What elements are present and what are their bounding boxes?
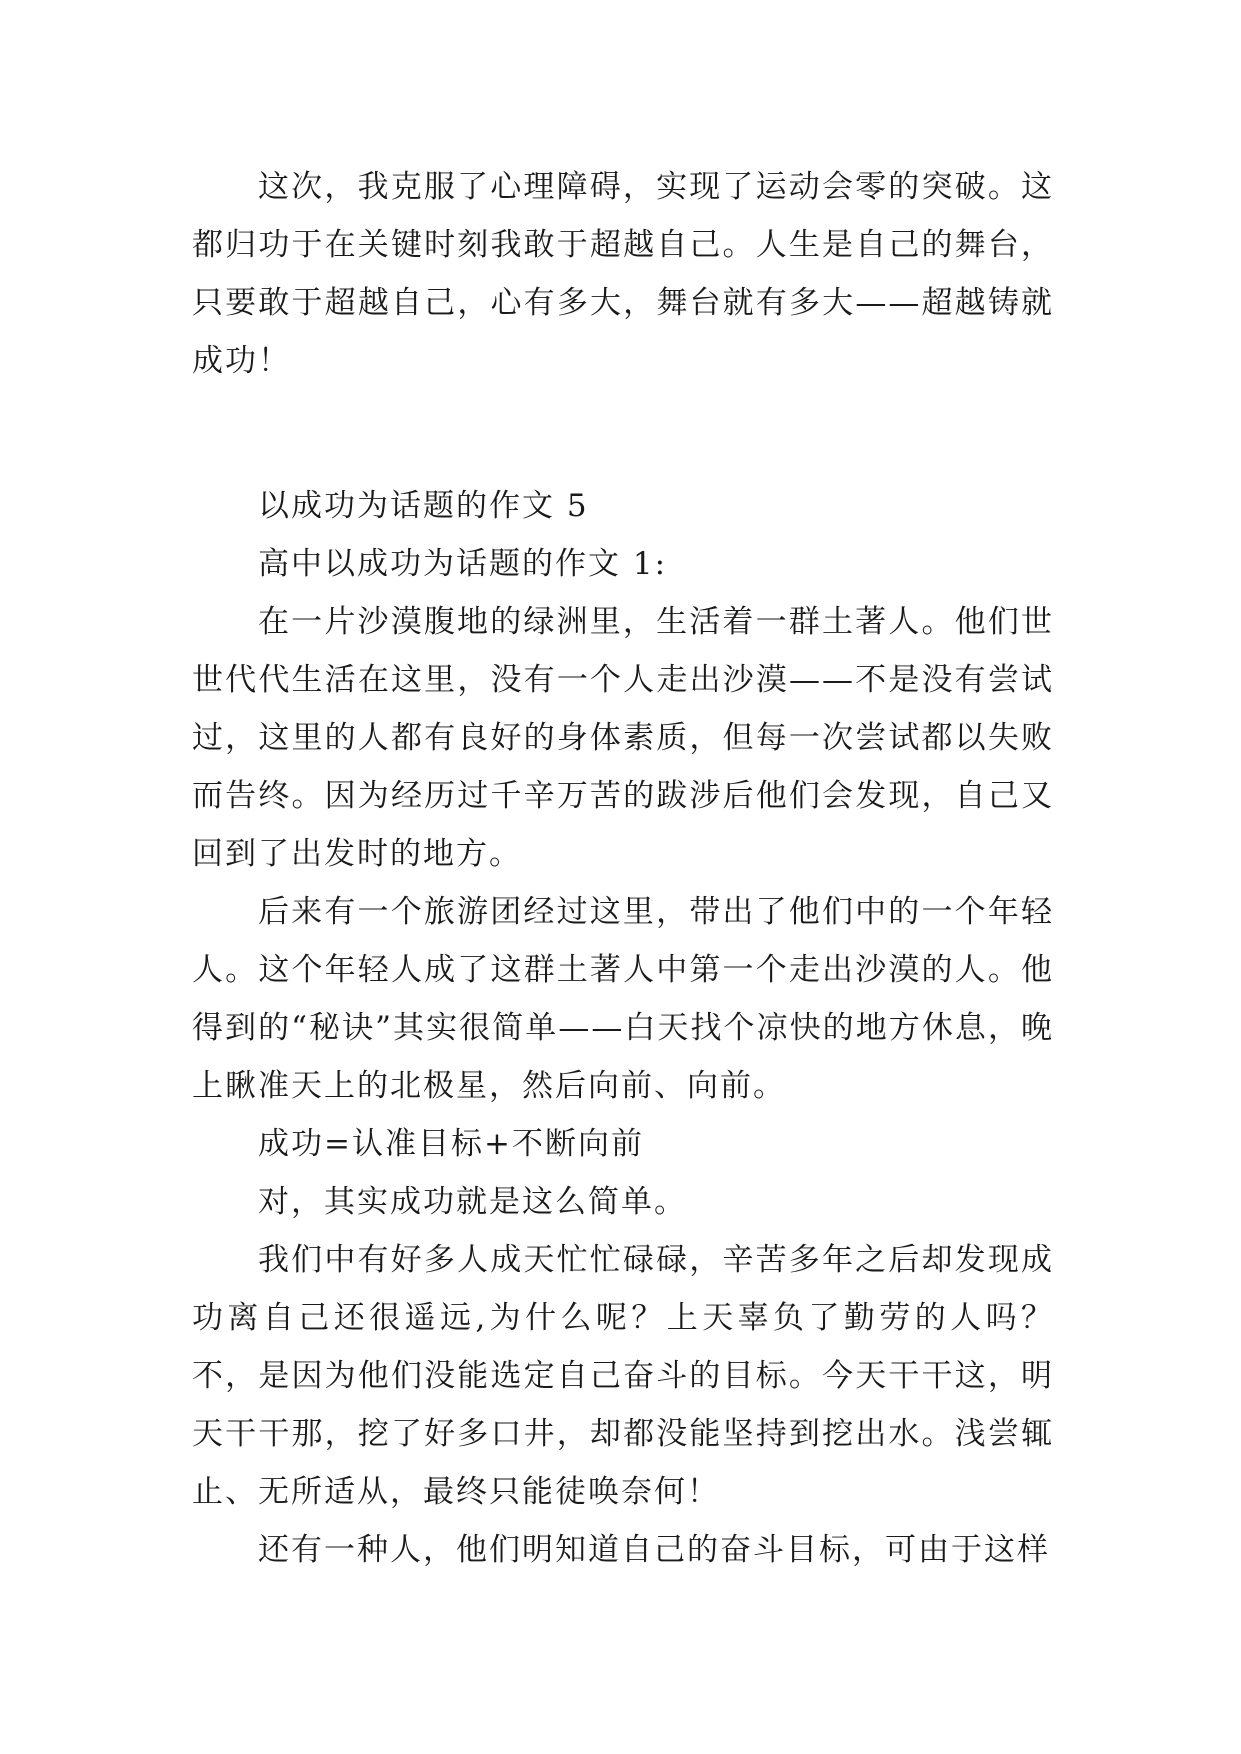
essay-subtitle: 高中以成功为话题的作文 1: <box>258 546 668 582</box>
paragraph-conclusion: 这次，我克服了心理障碍，实现了运动会零的突破。这都归功于在关键时刻我敢于超越自己。人生是自己的舞台，只要敢于超越自己，心有多大，舞台就有多大——超越铸就成功！ <box>192 169 1054 379</box>
paragraph-simple: 对，其实成功就是这么简单。 <box>258 1184 687 1220</box>
paragraph-formula: 成功=认准目标+不断向前 <box>258 1126 644 1162</box>
section-gap <box>192 390 1054 477</box>
paragraph-desert-oasis: 在一片沙漠腹地的绿洲里，生活着一群土著人。他们世世代代生活在这里，没有一个人走出沙漠——不是没有尝试过，这里的人都有良好的身体素质，但每一次尝试都以失败而告终。因为经历过千辛万苦的跋涉后他们会发现，自己又回到了出发时的地方。 <box>192 604 1054 872</box>
section-title: 以成功为话题的作文 5 <box>258 488 589 524</box>
paragraph-busy-people: 我们中有好多人成天忙忙碌碌，辛苦多年之后却发现成功离自己还很遥远,为什么呢？上天辜负了勤劳的人吗？不，是因为他们没能选定自己奋斗的目标。今天干干这，明天干干那，挖了好多口井，却都没能坚持到挖出水。浅尝辄止、无所适从，最终只能徒唤奈何！ <box>192 1242 1054 1510</box>
paragraph-tour-group: 后来有一个旅游团经过这里，带出了他们中的一个年轻人。这个年轻人成了这群土著人中第一个走出沙漠的人。他得到的“秘诀”其实很简单——白天找个凉快的地方休息，晚上瞅准天上的北极星，然后向前、向前。 <box>192 894 1054 1104</box>
document-body <box>192 158 1054 1579</box>
paragraph-another-kind: 还有一种人，他们明知道自己的奋斗目标，可由于这样 <box>258 1532 1050 1568</box>
